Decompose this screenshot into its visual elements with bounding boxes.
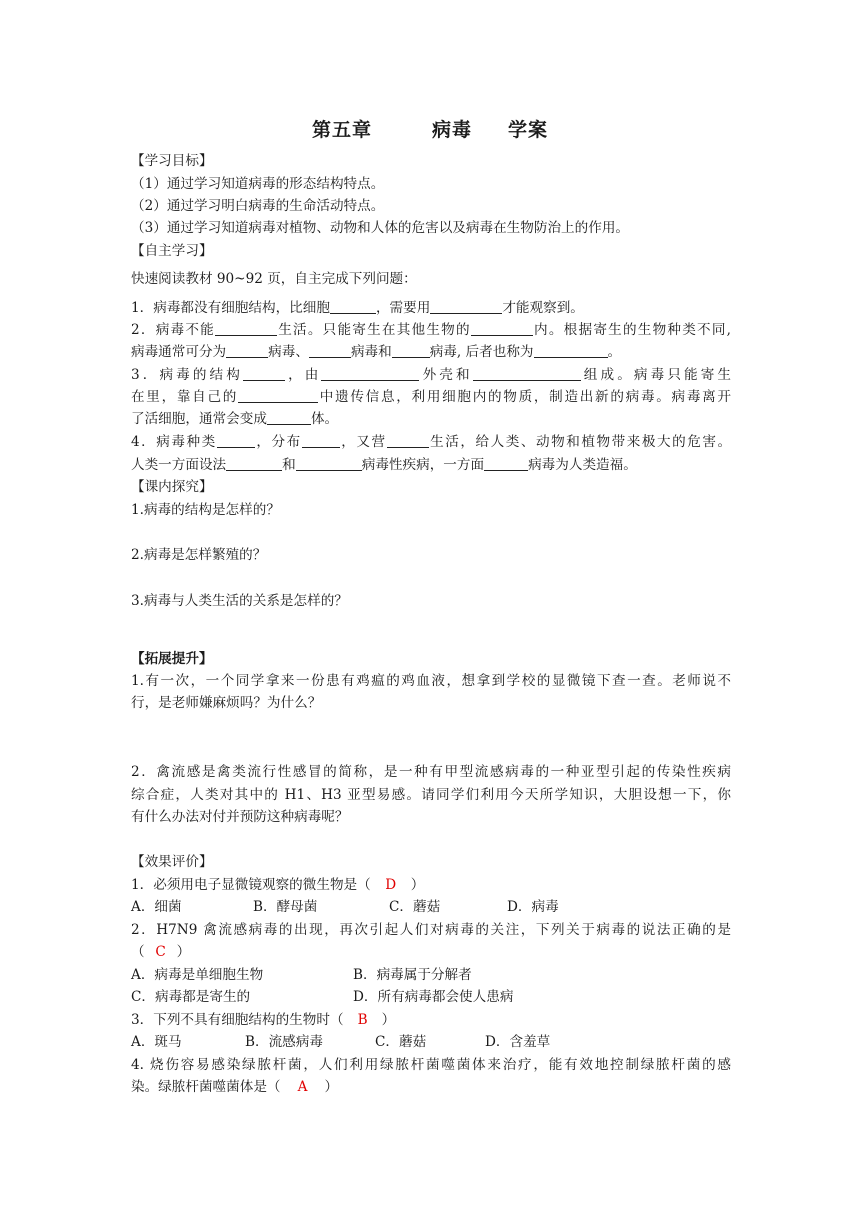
extend-question-1: 1.有一次，一个同学拿来一份患有鸡瘟的鸡血液，想拿到学校的显微镜下查一查。老师说不	[131, 673, 731, 689]
option[interactable]: D．含羞草	[485, 1034, 551, 1050]
mc-question-4: 4. 烧伤容易感染绿脓杆菌，人们利用绿脓杆菌噬菌体来治疗，能有效地控制绿脓杆菌的感	[131, 1057, 731, 1073]
fill-blank[interactable]	[430, 299, 502, 314]
fill-blank[interactable]	[534, 343, 608, 358]
extend-question-2-cont: 综合症，人类对其中的 H1、H3 亚型易感。请同学们利用今天所学知识，大胆设想一下，你	[131, 787, 731, 803]
question-4-line-1: 4．病毒种类 ，分布 ，又营 生活，给人类、动物和植物带来极大的危害。	[131, 434, 732, 450]
goal-item: （1）通过学习知道病毒的形态结构特点。	[131, 176, 385, 192]
goal-item: （3）通过学习知道病毒对植物、动物和人体的危害以及病毒在生物防治上的作用。	[131, 220, 630, 236]
option[interactable]: A．斑马	[131, 1034, 182, 1050]
explore-question: 2.病毒是怎样繁殖的？	[131, 547, 267, 563]
fill-blank[interactable]	[471, 321, 533, 336]
answer-mark: A	[297, 1079, 308, 1095]
fill-blank[interactable]	[321, 366, 419, 381]
mc-question-3: 3．下列不具有细胞结构的生物时（ B ）	[131, 1012, 396, 1028]
section-heading-self-study: 【自主学习】	[131, 243, 213, 259]
fill-blank[interactable]	[226, 456, 282, 471]
section-heading-explore: 【课内探究】	[131, 479, 213, 495]
fill-blank[interactable]	[226, 343, 268, 358]
goal-item: （2）通过学习明白病毒的生命活动特点。	[131, 198, 385, 214]
explore-question: 3.病毒与人类生活的关系是怎样的？	[131, 593, 348, 609]
section-heading-extend: 【拓展提升】	[131, 651, 213, 667]
fill-blank[interactable]	[473, 366, 581, 381]
fill-blank[interactable]	[217, 433, 255, 448]
option[interactable]: C．蘑菇	[389, 899, 441, 915]
extend-question-2: 2．禽流感是禽类流行性感冒的简称，是一种有甲型流感病毒的一种亚型引起的传染性疾病	[131, 764, 731, 780]
option[interactable]: C．病毒都是寄生的	[131, 989, 251, 1005]
fill-blank[interactable]	[309, 343, 351, 358]
section-heading-evaluation: 【效果评价】	[131, 854, 213, 870]
option[interactable]: A．病毒是单细胞生物	[131, 967, 264, 983]
question-2-line-1: 2．病毒不能 生活。只能寄生在其他生物的 内。根据寄生的生物种类不同,	[131, 322, 732, 338]
answer-mark: B	[357, 1012, 368, 1028]
mc-options-1	[131, 897, 731, 917]
question-1: 1．病毒都没有细胞结构，比细胞 ，需要用 才能观察到。	[131, 300, 584, 316]
fill-blank[interactable]	[215, 321, 277, 336]
fill-blank[interactable]	[387, 433, 429, 448]
fill-blank[interactable]	[330, 299, 376, 314]
mc-question-1: 1．必须用电子显微镜观察的微生物是（ D ）	[131, 877, 425, 893]
title-topic: 病毒	[431, 119, 472, 141]
title-type: 学案	[508, 119, 549, 141]
fill-blank[interactable]	[392, 343, 430, 358]
mc-question-2-cont: （ C ）	[131, 944, 191, 960]
option[interactable]: B．流感病毒	[245, 1034, 323, 1050]
option[interactable]: D．病毒	[507, 899, 559, 915]
explore-question: 1.病毒的结构是怎样的？	[131, 502, 280, 518]
question-2-line-2: 病毒通常可分为 病毒、 病毒和 病毒, 后者也称为 。	[131, 344, 622, 360]
fill-blank[interactable]	[267, 410, 311, 425]
fill-blank[interactable]	[302, 433, 340, 448]
mc-question-4-cont: 染。绿脓杆菌噬菌体是（ A ）	[131, 1079, 339, 1095]
mc-question-2: 2．H7N9 禽流感病毒的出现，再次引起人们对病毒的关注，下列关于病毒的说法正确的是	[131, 922, 731, 938]
option[interactable]: C．蘑菇	[375, 1034, 427, 1050]
answer-mark: D	[385, 877, 397, 893]
option[interactable]: B．病毒属于分解者	[353, 967, 472, 983]
question-3-line-3: 了活细胞，通常会变成 体。	[131, 411, 339, 427]
option[interactable]: D．所有病毒都会使人患病	[353, 989, 514, 1005]
answer-mark: C	[155, 944, 166, 960]
question-4-line-2: 人类一方面设法 和 病毒性疾病，一方面 病毒为人类造福。	[131, 457, 637, 473]
extend-question-2-cont: 有什么办法对付并预防这种病毒呢？	[131, 809, 349, 825]
fill-blank[interactable]	[484, 456, 528, 471]
fill-blank[interactable]	[243, 366, 285, 381]
question-3-line-1: 3．病毒的结构 ，由 外壳和 组成。病毒只能寄生	[131, 367, 732, 383]
option[interactable]: B．酵母菌	[253, 899, 318, 915]
question-3-line-2: 在里，靠自己的 中遗传信息，利用细胞内的物质，制造出新的病毒。病毒离开	[131, 389, 732, 405]
extend-question-1-cont: 行，是老师嫌麻烦吗？为什么？	[131, 695, 322, 711]
fill-blank[interactable]	[296, 456, 362, 471]
title-chapter: 第五章	[311, 119, 372, 141]
fill-blank[interactable]	[238, 388, 318, 403]
option[interactable]: A．细菌	[131, 899, 182, 915]
page-title	[0, 115, 860, 142]
mc-options-2a	[131, 965, 731, 985]
self-study-intro: 快速阅读教材 90~92 页，自主完成下列问题：	[131, 271, 417, 287]
mc-options-3	[131, 1032, 731, 1052]
mc-options-2b	[131, 987, 731, 1007]
section-heading-goals: 【学习目标】	[131, 153, 213, 169]
